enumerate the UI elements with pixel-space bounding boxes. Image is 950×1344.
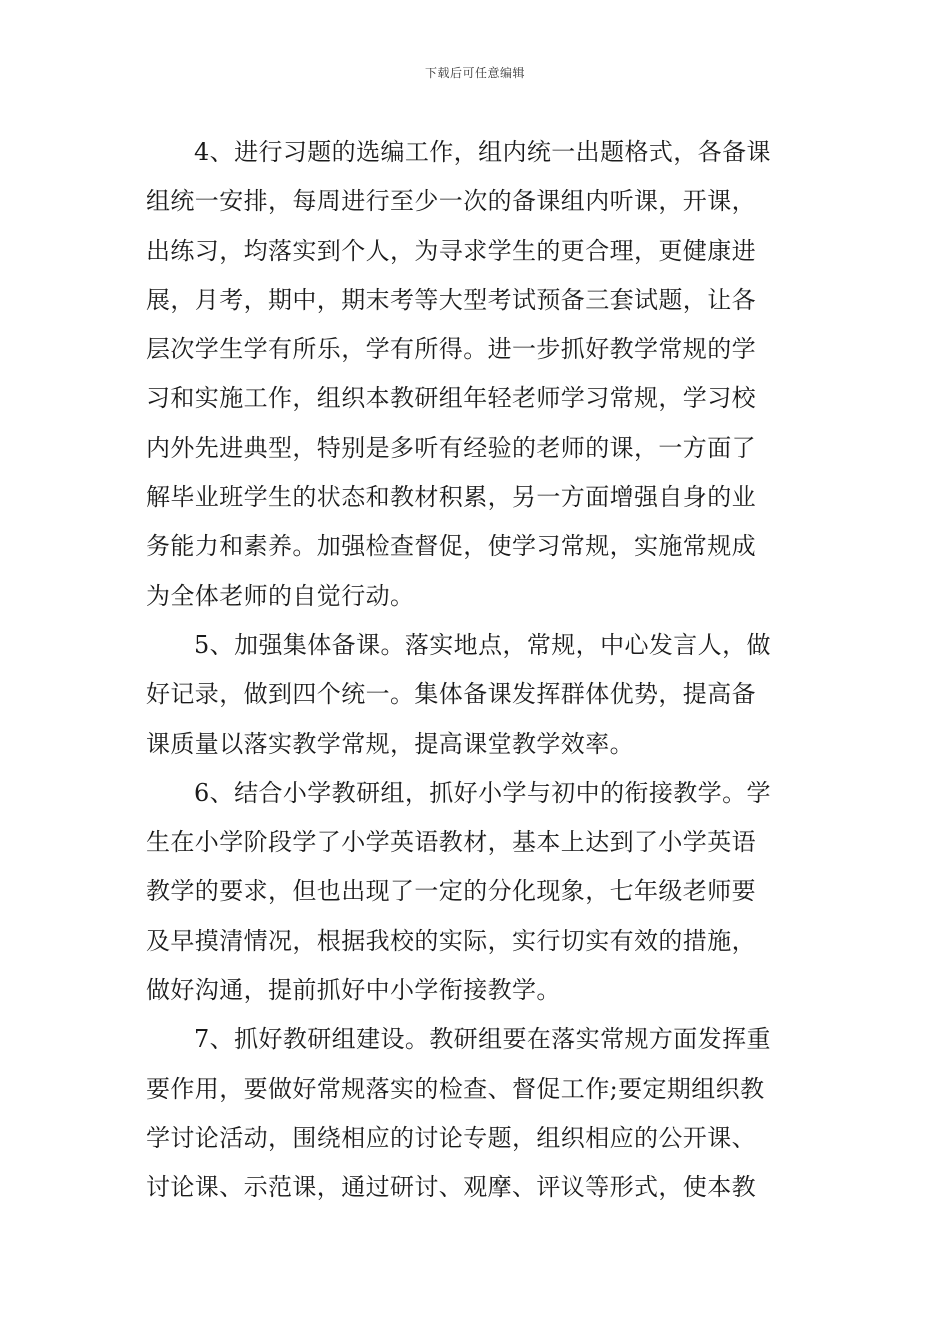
text-line: 为全体老师的自觉行动。	[146, 581, 415, 610]
text-line: 层次学生学有所乐，学有所得。进一步抓好教学常规的学	[146, 335, 756, 364]
paragraph-6	[146, 769, 808, 1015]
text-line: 习和实施工作，组织本教研组年轻老师学习常规，学习校	[146, 384, 756, 413]
text-line: 生在小学阶段学了小学英语教材，基本上达到了小学英语	[146, 828, 756, 857]
paragraph-4	[146, 128, 808, 621]
text-line: 展，月考，期中，期末考等大型考试预备三套试题，让各	[146, 285, 756, 314]
text-line: 出练习，均落实到个人，为寻求学生的更合理，更健康进	[146, 236, 756, 265]
text-line: 要作用，要做好常规落实的检查、督促工作;要定期组织教	[146, 1074, 765, 1103]
text-line: 6、结合小学教研组，抓好小学与初中的衔接教学。学	[194, 778, 771, 807]
text-line: 学讨论活动，围绕相应的讨论专题，组织相应的公开课、	[146, 1123, 756, 1152]
text-line: 及早摸清情况，根据我校的实际，实行切实有效的措施，	[146, 926, 756, 955]
paragraph-7	[146, 1015, 808, 1212]
text-line: 4、进行习题的选编工作，组内统一出题格式，各备课	[194, 138, 771, 166]
text-line: 7、抓好教研组建设。教研组要在落实常规方面发挥重	[194, 1025, 771, 1054]
text-line: 内外先进典型，特别是多听有经验的老师的课，一方面了	[146, 433, 756, 462]
document-body	[146, 128, 808, 1213]
text-line: 教学的要求，但也出现了一定的分化现象，七年级老师要	[146, 877, 756, 906]
paragraph-5	[146, 621, 808, 769]
text-line: 解毕业班学生的状态和教材积累，另一方面增强自身的业	[146, 483, 756, 512]
text-line: 组统一安排，每周进行至少一次的备课组内听课，开课，	[146, 187, 756, 216]
text-line: 讨论课、示范课，通过研讨、观摩、评议等形式，使本教	[146, 1173, 756, 1202]
text-line: 课质量以落实教学常规，提高课堂教学效率。	[146, 729, 634, 758]
text-line: 好记录，做到四个统一。集体备课发挥群体优势，提高备	[146, 680, 756, 709]
page-header: 下载后可任意编辑	[424, 66, 525, 80]
text-line: 做好沟通，提前抓好中小学衔接教学。	[146, 976, 561, 1005]
text-line: 务能力和素养。加强检查督促，使学习常规，实施常规成	[146, 532, 756, 561]
text-line: 5、加强集体备课。落实地点，常规，中心发言人，做	[194, 630, 771, 659]
